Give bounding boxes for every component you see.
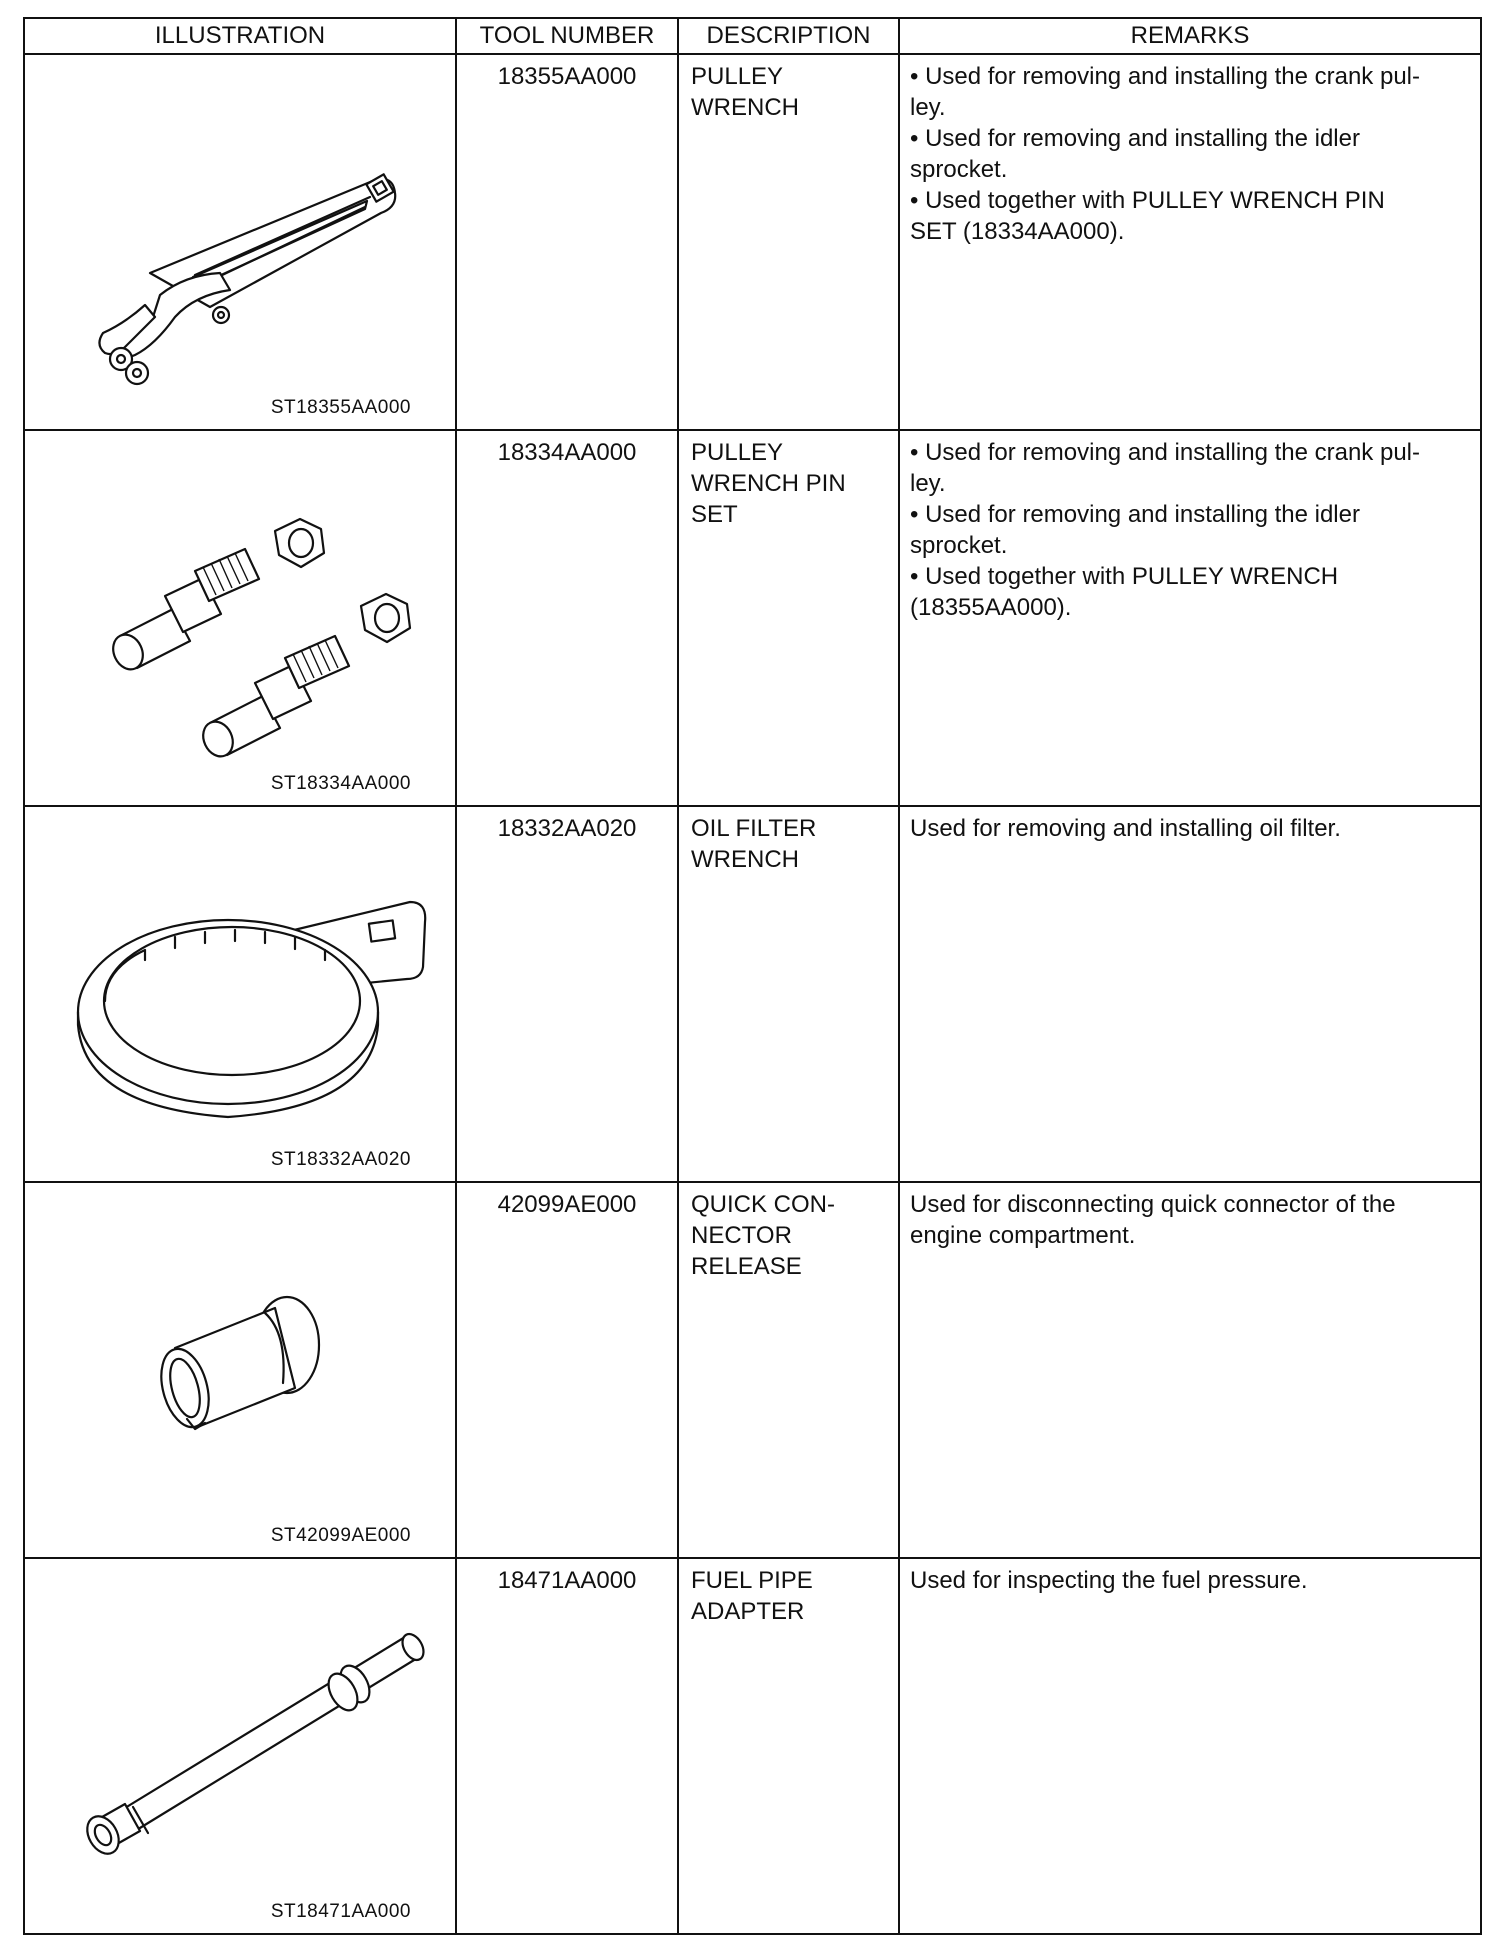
illustration-code: ST42099AE000 <box>270 1525 411 1546</box>
fuel-pipe-adapter-icon <box>25 1559 457 1927</box>
header-row <box>24 18 1481 54</box>
remarks-line: sprocket. <box>910 532 1008 559</box>
remarks-line: • Used for removing and installing the crank pul- <box>910 63 1420 90</box>
remarks-line: engine compartment. <box>910 1222 1136 1249</box>
description-cell <box>678 430 899 806</box>
header-description: DESCRIPTION <box>678 18 899 54</box>
description-line: QUICK CON- <box>691 1191 835 1218</box>
table-row <box>24 54 1481 430</box>
tool-number-cell: 18334AA000 <box>456 430 678 806</box>
description-line: ADAPTER <box>691 1598 805 1625</box>
illustration-code: ST18332AA020 <box>270 1149 411 1170</box>
description-cell <box>678 1182 899 1558</box>
remarks-line: • Used for removing and installing the crank pul- <box>910 439 1420 466</box>
description-line: SET <box>691 501 738 528</box>
description-line: PULLEY <box>691 63 784 90</box>
tool-number-cell: 42099AE000 <box>456 1182 678 1558</box>
table-row <box>24 806 1481 1182</box>
special-tools-table <box>23 17 1482 1935</box>
table-row <box>24 430 1481 806</box>
description-line: FUEL PIPE <box>691 1567 813 1594</box>
description-line: PULLEY <box>691 439 784 466</box>
tool-number-cell: 18355AA000 <box>456 54 678 430</box>
remarks-cell <box>899 54 1481 430</box>
tool-number-cell: 18332AA020 <box>456 806 678 1182</box>
remarks-line: ley. <box>910 470 946 497</box>
remarks-cell <box>899 1558 1481 1934</box>
illustration-cell <box>24 54 456 430</box>
description-line: WRENCH <box>691 846 799 873</box>
illustration-cell <box>24 806 456 1182</box>
illustration-cell <box>24 1182 456 1558</box>
description-line: WRENCH <box>691 94 799 121</box>
header-tool-number: TOOL NUMBER <box>456 18 678 54</box>
remarks-line: Used for removing and installing oil filter. <box>910 815 1341 842</box>
table-row <box>24 1182 1481 1558</box>
description-line: NECTOR <box>691 1222 792 1249</box>
remarks-cell <box>899 430 1481 806</box>
tool-number-cell: 18471AA000 <box>456 1558 678 1934</box>
remarks-line: ley. <box>910 94 946 121</box>
remarks-line: sprocket. <box>910 156 1008 183</box>
quick-connector-release-icon <box>25 1183 457 1551</box>
remarks-line: • Used together with PULLEY WRENCH PIN <box>910 187 1385 214</box>
remarks-line: • Used for removing and installing the idler <box>910 125 1360 152</box>
illustration-cell <box>24 430 456 806</box>
remarks-cell <box>899 1182 1481 1558</box>
description-cell <box>678 806 899 1182</box>
remarks-line: • Used for removing and installing the idler <box>910 501 1360 528</box>
description-cell <box>678 1558 899 1934</box>
pulley-wrench-icon <box>25 55 457 423</box>
description-cell <box>678 54 899 430</box>
illustration-code: ST18355AA000 <box>270 397 411 418</box>
illustration-code: ST18334AA000 <box>270 773 411 794</box>
oil-filter-wrench-icon <box>25 807 457 1175</box>
remarks-cell <box>899 806 1481 1182</box>
table-row <box>24 1558 1481 1934</box>
remarks-line: (18355AA000). <box>910 594 1072 621</box>
pin-set-icon <box>25 431 457 799</box>
remarks-line: Used for inspecting the fuel pressure. <box>910 1567 1308 1594</box>
remarks-line: SET (18334AA000). <box>910 218 1125 245</box>
remarks-line: • Used together with PULLEY WRENCH <box>910 563 1339 590</box>
header-illustration: ILLUSTRATION <box>24 18 456 54</box>
header-remarks: REMARKS <box>899 18 1481 54</box>
illustration-cell <box>24 1558 456 1934</box>
illustration-code: ST18471AA000 <box>270 1901 411 1922</box>
remarks-line: Used for disconnecting quick connector of the <box>910 1191 1396 1218</box>
description-line: WRENCH PIN <box>691 470 846 497</box>
description-line: OIL FILTER <box>691 815 817 842</box>
description-line: RELEASE <box>691 1253 802 1280</box>
